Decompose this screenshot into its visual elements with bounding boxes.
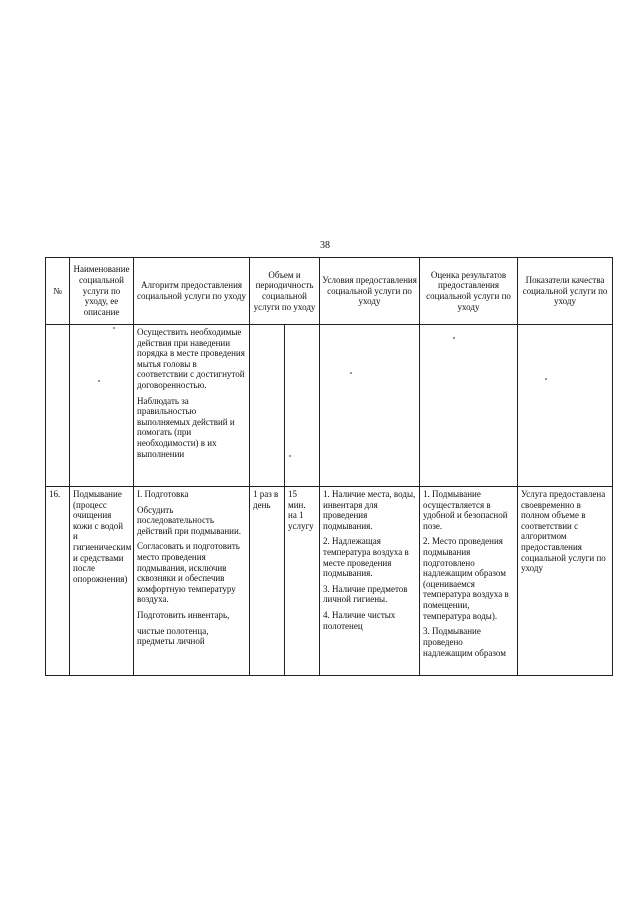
algorithm-paragraph: Согласовать и подготовить место проведения подмывания, исключив сквозняки и обеспечив комфортную температуру воздуха. — [137, 541, 240, 605]
cell-name-empty — [70, 325, 134, 487]
header-volume: Объем и периодичность социальной услуги по уходу — [250, 258, 320, 325]
scan-speck — [350, 372, 352, 374]
cell-conditions-empty — [320, 325, 420, 487]
scan-speck — [289, 455, 291, 457]
cell-evaluation — [420, 487, 518, 676]
cell-frequency: 1 раз в день — [250, 487, 285, 676]
conditions-paragraph: 4. Наличие чистых полотенец — [323, 610, 396, 631]
cell-duration: 15 мин. на 1 услугу — [285, 487, 320, 676]
evaluation-paragraph: 3. Подмывание проведено надлежащим образом — [423, 626, 506, 658]
table-row-16 — [46, 487, 613, 676]
evaluation-paragraph: 2. Место проведения подмывания подготовлено надлежащим образом (оцениваемся температура воздуха в помещении, температура воды). — [423, 536, 509, 621]
header-quality: Показатели качества социальной услуги по уходу — [518, 258, 613, 325]
conditions-paragraph: 2. Надлежащая температура воздуха в месте проведения подмывания. — [323, 536, 409, 579]
header-conditions: Условия предоставления социальной услуги по уходу — [320, 258, 420, 325]
scan-speck — [545, 378, 547, 380]
table-row-continued — [46, 325, 613, 487]
evaluation-paragraph: 1. Подмывание осуществляется в удобной и безопасной позе. — [423, 489, 508, 531]
algorithm-paragraph: чистые полотенца, предметы личной — [137, 625, 209, 647]
algorithm-paragraph: Наблюдать за правильностью выполняемых действий и помогать (при необходимости) в их выполнении — [137, 395, 235, 459]
cell-algorithm — [134, 487, 250, 676]
cell-frequency-empty — [250, 325, 285, 487]
header-algorithm: Алгоритм предоставления социальной услуги по уходу — [134, 258, 250, 325]
page-number: 38 — [320, 240, 330, 251]
cell-duration-empty — [285, 325, 320, 487]
scan-speck — [453, 337, 455, 339]
header-no: № — [46, 258, 70, 325]
algorithm-paragraph: I. Подготовка — [137, 489, 189, 499]
conditions-paragraph: 1. Наличие места, воды, инвентаря для проведения подмывания. — [323, 489, 416, 531]
header-evaluation: Оценка результатов предоставления социальной услуги по уходу — [420, 258, 518, 325]
header-name: Наименование социальной услуги по уходу, ее описание — [70, 258, 134, 325]
algorithm-paragraph: Обсудить последовательность действий при подмывании. — [137, 504, 242, 536]
cell-quality-empty — [518, 325, 613, 487]
scan-speck — [113, 327, 115, 329]
cell-quality: Услуга предоставлена своевременно в полном объеме в соответствии с алгоритмом предоставления социальной услуги по уходу — [518, 487, 613, 676]
conditions-paragraph: 3. Наличие предметов личной гигиены. — [323, 583, 408, 605]
cell-name: Подмывание (процесс очищения кожи с водой и гигиеническим и средствами после опорожнения) — [70, 487, 134, 676]
cell-no: 16. — [46, 487, 70, 676]
cell-no-empty — [46, 325, 70, 487]
cell-evaluation-empty — [420, 325, 518, 487]
cell-algorithm-continued — [134, 325, 250, 487]
header-row — [46, 258, 613, 325]
cell-conditions — [320, 487, 420, 676]
algorithm-paragraph: Подготовить инвентарь, — [137, 610, 230, 621]
scan-speck — [98, 380, 100, 382]
algorithm-paragraph: Осуществить необходимые действия при наведении порядка в месте проведения мытья головы в соответствии с достигнутой договоренностью. — [137, 327, 245, 391]
service-table — [45, 257, 613, 676]
